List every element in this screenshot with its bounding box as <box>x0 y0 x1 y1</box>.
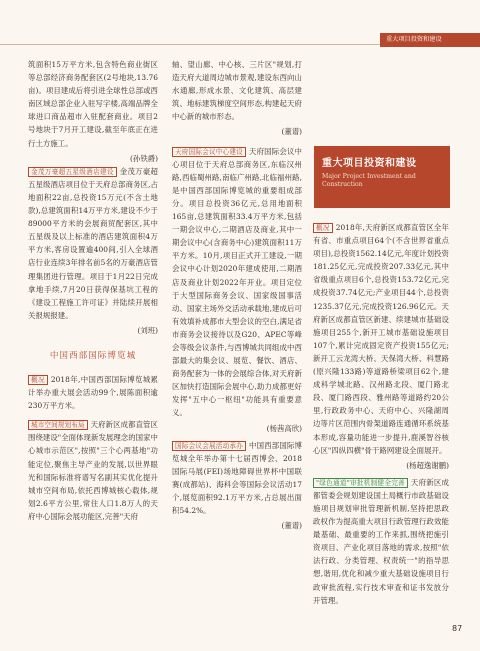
paragraph-text: 中国西部国际博览城全年举办第十七届西博会、2018国际马展(FEI)场地障碍世界杯中国联赛(成都站)、海科会等国际会议活动17个,展览面积92.1万平方米,占总展出面积54.2%。 <box>172 440 302 516</box>
paragraph <box>28 165 158 322</box>
author: (刘班) <box>137 325 158 335</box>
paragraph <box>313 221 449 457</box>
paragraph <box>28 418 158 523</box>
subheading-tag: 概况 <box>313 223 333 233</box>
running-header: 重大项目投资和建设 <box>380 33 480 47</box>
subheading-tag: "绿色通道"审批机制健全完善 <box>313 478 408 488</box>
paragraph-text: 金茂万豪超五星级酒店项目位于天府总部商务区,占地面积22亩,总投资15万元(不含土地款),总建筑面积14万平方米,建设不少于89000平方米的会展商贸配套区,其中五星级及以上标准的酒店建筑面积4万平方米,客房设置逾400间,引入全球酒店行业连续3年排名前5名的万豪酒店管理集团进行管理。项目于1月22日完成拿地手续,7月20日获得保基坑工程的《建设工程施工许可证》并陆续开展相关报规报建。 <box>28 166 158 320</box>
section-heading: 中国西部国际博览城 <box>49 350 137 361</box>
author: (杨超逸谢鹏) <box>406 460 449 470</box>
author: (孙铁爵) <box>130 153 158 163</box>
page-number: 87 <box>452 624 463 633</box>
subheading-tag: 国际会议会展活动承办 <box>172 441 246 451</box>
paragraph <box>28 373 158 412</box>
paragraph-text: 天府国际会议中心项目位于天府总部商务区,东临汉州路,西临蜀州路,南临广州路,北临福州路,是中国西部国际博览城的重要组成部分。项目总投资36亿元,总用地面积165亩,总建筑面积33.4万平方米,包括一期会议中心,二期酒店及商业,其中一期会议中心(含商务中心)建筑面积11万平方米。10月,项目正式开工建设,一期会议中心计划2020年建成使用,二期酒店及商业计划2022年开业。项目定位于大型国际商务会议、国家级国事活动、国家主场外交活动承载地,建成后可有效填补成都市大型会议的空白,满足省市商务会议接待以及G20、APEC等峰会等级会议条件,与西博城共同组成中西部最大的集会议、展览、餐饮、酒店、商务配套为一体的会展综合体,对天府新区加快打造国际会展中心,助力成都更好发挥"五中心一枢纽"功能具有重要意义。 <box>172 146 302 418</box>
paragraph <box>172 439 302 518</box>
paragraph-text: 2018年,中国西部国际博览城累计举办重大展会活动99个,展陈面积逾230万平方米。 <box>28 374 158 411</box>
banner-title: 重大项目投资和建设 <box>322 158 417 169</box>
column-2 <box>172 58 302 532</box>
paragraph: 轴、望山廊、中心核、三片区"规划,打造天府大道周边城市景观,建设东西向山水通廊,形成水景、文化建筑、高层建筑、地标建筑梯度空间形态,构建起天府中心新的城市形态。 <box>172 60 302 122</box>
paragraph-text: 天府新区成都直管区围绕建设"全面体现新发展理念的国家中心城市示范区",按照"三个心两基地"功能定位,聚焦主导产业的发展,以世界眼光和国际标准将谱写名副其实优化提升城市空间布局,依托西博城核心载体,规划2.6平方公里,常住人口1.8万人的天府中心国际会展功能区,完善"天府 <box>28 420 158 521</box>
section-banner <box>314 146 450 208</box>
column-3 <box>313 221 449 607</box>
banner-subtitle: Major Project Investment and Construction <box>322 173 416 188</box>
subheading-tag: 天府国际会议中心建设 <box>172 147 246 157</box>
column-1 <box>28 58 158 523</box>
author: (杨茜高欣) <box>266 423 302 433</box>
paragraph <box>313 476 449 607</box>
paragraph: 筑面积15万平方米,包含特色商业街区等总部经济商务配套区(2号地块,13.76亩)。项目建成后将引进全球性总部或西南区域总部企业入驻写字楼,高端品牌全球进口商品超市入驻配套商业。项目2号地块于7月开工建设,截至年底正在进行土方施工。 <box>28 60 158 148</box>
subheading-tag: 概况 <box>28 375 48 385</box>
subheading-tag: 金茂万豪超五星级酒店建设 <box>28 167 117 177</box>
paragraph-text: 2018年,天府新区成都直管区全年有省、市重点项目64个(不含世界省重点项目),总投资1562.14亿元,年度计划投资181.25亿元,完成投资207.33亿元,其中省级重点项目6个,总投资153.72亿元,完成投资37.74亿元;产业项目44个,总投资1235.37亿元,完成投资126.96亿元。天府新区成都直管区新建、续建城市基础设施项目255个,新开工城市基础设施项目107个,累计完成固定资产投资155亿元;新开工云龙湾大桥、天保湾大桥、科慧路(原兴隆133路)等道路桥梁项目62个,建成科学城北路、汉州路北段、厦门路北段、厦门路西段、雅州路等道路约20公里,行政政务中心、天府中心、兴隆湖周边等片区范围内骨架道路连通循环系统基本形成,容量功能进一步提升,鹿溪智谷核心区"四纵四横"骨干路网建设全面展开。 <box>313 223 449 455</box>
author: (董谱) <box>281 521 302 531</box>
subheading-tag: 城市空间规划布局 <box>28 420 88 430</box>
paragraph-text: 天府新区成都管委会规划建设国土局概行市政基础设施项目规划审批管理新机制,坚持把思政政权作为提高重大项目行政管理行政效能最基础、最重要的工作来抓,围绕把施引资项目、产业化项目落地的需求,按照"依法行政、分类管理、权责统一"的指导思想,谐用,优化和减少重大基础设施项目行政审批流程,实行技术审查和证书发放分开管理。 <box>313 477 449 605</box>
author: (董谱) <box>281 127 302 137</box>
paragraph <box>172 145 302 420</box>
